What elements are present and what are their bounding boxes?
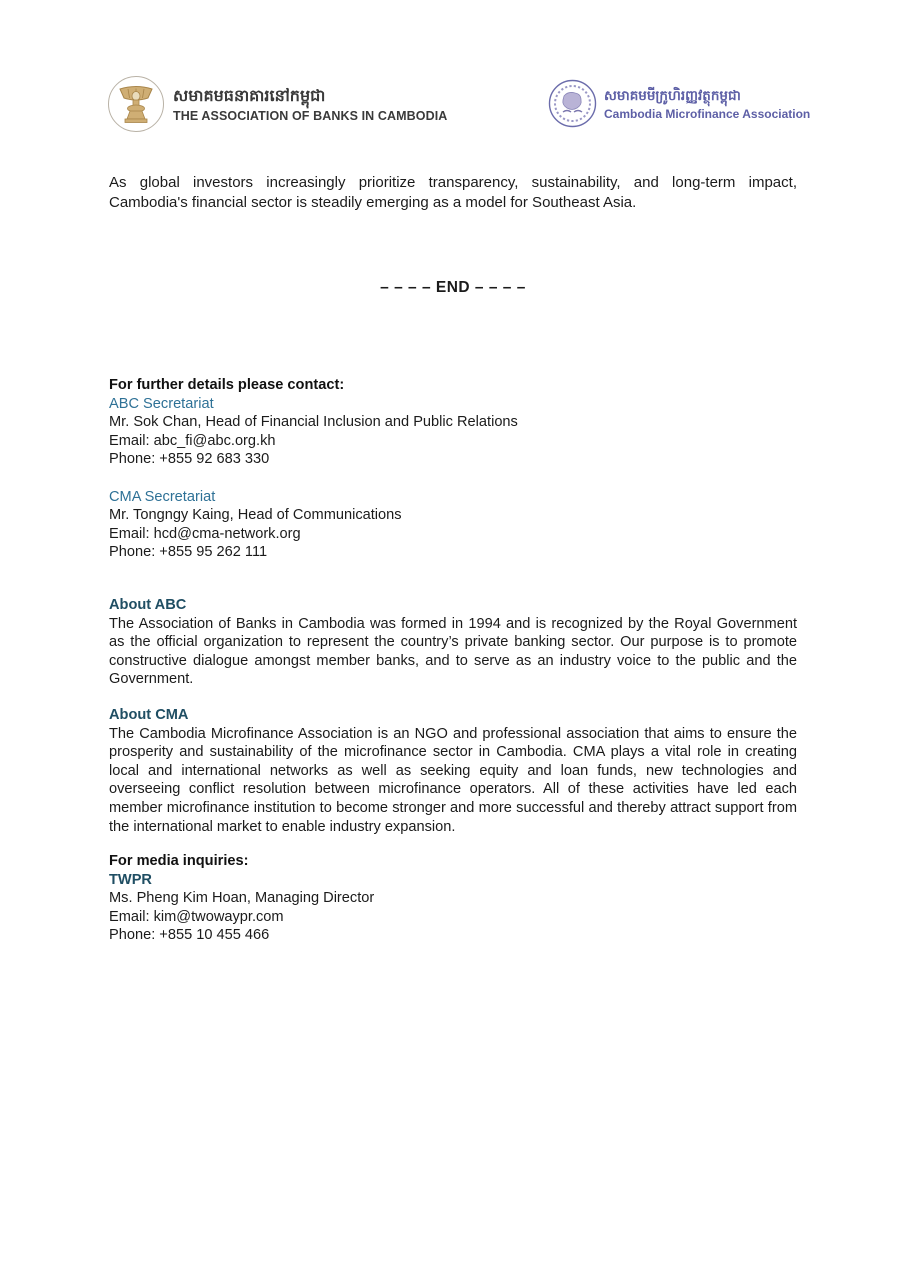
about-cma-heading: About CMA [109,707,189,723]
abc-english-title: THE ASSOCIATION OF BANKS IN CAMBODIA [173,108,448,123]
gold-trophy-icon [117,83,155,125]
abc-logo [108,76,447,132]
media-person: Ms. Pheng Kim Hoan, Managing Director [109,890,375,907]
abc-khmer-title: សមាគមធនាគារនៅកម្ពុជា [173,85,326,105]
contact-email: Email: abc_fi@abc.org.kh [109,432,276,449]
about-cma-body: The Cambodia Microfinance Association is an NGO and professional association that aims to ensure the prosperity and sustainability of the microfinance sector in Cambodia. CMA plays a vital role in creating local and international networks as well as seeking equity and loan funds, new technologies and overseeing conflict resolution between microfinance operators. All of these activities have led each member microfinance institution to become stronger and more successful and thereby attract support from the international market to enable industry expansion. [109,725,797,835]
about-abc-section [109,596,797,689]
cma-english-title: Cambodia Microfinance Association [604,106,811,121]
about-cma-section [109,706,797,836]
media-inquiries-section [109,852,797,945]
contact-phone: Phone: +855 95 262 111 [109,544,268,561]
media-phone: Phone: +855 10 455 466 [109,927,270,944]
contact-email: Email: hcd@cma-network.org [109,525,301,542]
end-marker: – – – – END – – – – [380,279,526,296]
cma-seal-icon [548,79,597,128]
cma-emblem-icon [548,79,597,128]
cma-logo [548,79,810,128]
contact-heading: For further details please contact: [109,377,345,393]
cma-khmer-title: សមាគមមីក្រូហិរញ្ញវត្ថុកម្ពុជា [604,87,741,104]
contact-person: Mr. Sok Chan, Head of Financial Inclusion and Public Relations [109,414,518,431]
cma-logo-text [604,87,810,121]
contact-person: Mr. Tongngy Kaing, Head of Communications [109,507,402,524]
abc-logo-text [173,85,447,124]
media-heading: For media inquiries: [109,853,249,869]
contact-section [109,376,797,562]
intro-paragraph: As global investors increasingly prioritize transparency, sustainability, and long-term impact, Cambodia's financial sector is steadily emerging as a model for Southeast Asia. [109,174,797,211]
contact-org-name: CMA Secretariat [109,488,216,505]
contact-group-spacer [109,469,797,488]
about-abc-heading: About ABC [109,597,187,613]
media-email: Email: kim@twowaypr.com [109,908,284,925]
media-org-name: TWPR [109,871,152,888]
abc-emblem-icon [108,76,164,132]
contact-group-abc [109,395,797,469]
about-abc-body: The Association of Banks in Cambodia was formed in 1994 and is recognized by the Royal Government as the official organization to represent the country’s private banking sector. Our purpose is to promote constructive dialogue amongst member banks, and to serve as an industry voice to the public and the Government. [109,615,797,688]
contact-org-name: ABC Secretariat [109,395,214,412]
contact-group-cma [109,488,797,562]
contact-phone: Phone: +855 92 683 330 [109,451,270,468]
